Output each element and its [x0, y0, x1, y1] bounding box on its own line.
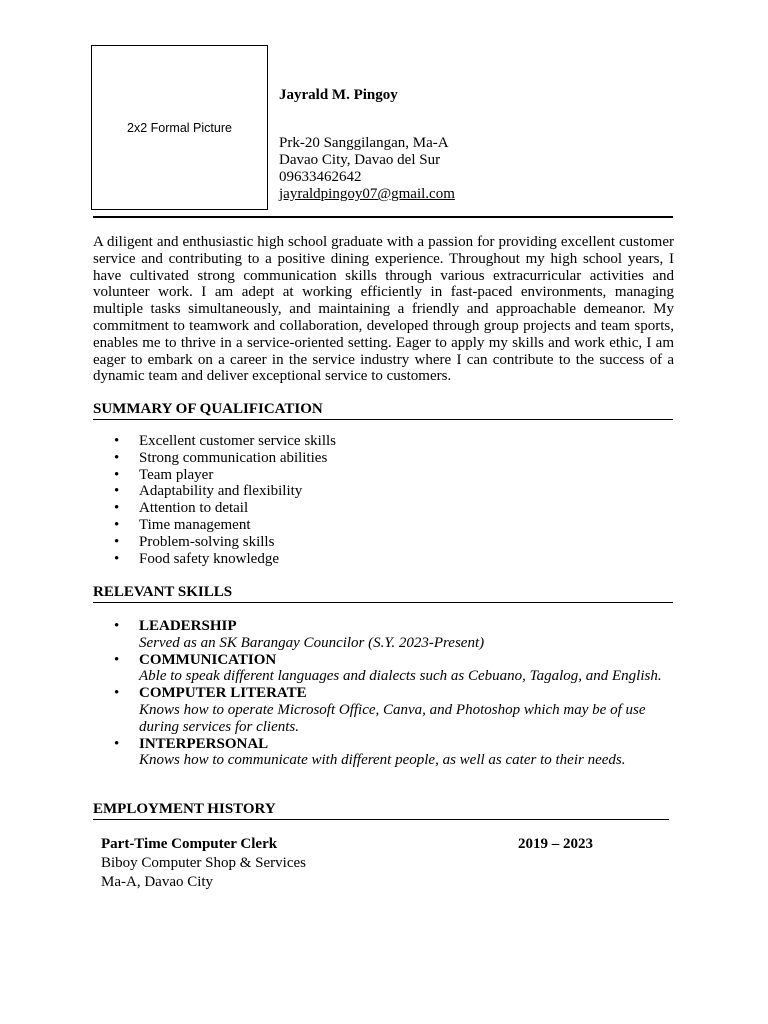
list-item: [93, 618, 674, 652]
photo-placeholder: [91, 45, 268, 210]
qualification-list: [93, 433, 336, 567]
list-item: [93, 551, 336, 568]
bullet-icon: •: [114, 651, 120, 668]
contact-block: [279, 135, 455, 203]
skill-title: COMMUNICATION: [139, 651, 277, 668]
skill-description: Served as an SK Barangay Councilor (S.Y. 2023-Present): [139, 634, 485, 651]
list-item: [93, 736, 674, 770]
bullet-icon: •: [114, 735, 120, 752]
list-item: [93, 450, 336, 467]
address-line-2: Davao City, Davao del Sur: [279, 152, 441, 168]
email-link[interactable]: jayraldpingoy07@gmail.com: [279, 186, 455, 202]
job-company: Biboy Computer Shop & Services: [101, 855, 306, 871]
objective-paragraph: A diligent and enthusiastic high school graduate with a passion for providing excellent customer service and contributing to a positive dining experience. Throughout my high school years, I have cultivated strong communication skills through various extracurricular activities and volunteer work. I am adept at working efficiently in fast-paced environments, managing multiple tasks simultaneously, and maintaining a friendly and approachable demeanor. My commitment to teamwork and collaboration, developed through group projects and team sports, enables me to thrive in a service-oriented setting. Eager to apply my skills and work ethic, I am eager to embark on a career in the service industry where I can contribute to the success of a dynamic team and deliver exceptional service to customers.: [93, 234, 674, 385]
skill-description: Knows how to communicate with different people, as well as cater to their needs.: [139, 752, 626, 769]
skills-list: [93, 618, 674, 769]
bullet-icon: •: [114, 483, 120, 500]
address-line-1: Prk-20 Sanggilangan, Ma-A: [279, 135, 449, 151]
qualification-text: Team player: [139, 466, 214, 483]
skill-title: INTERPERSONAL: [139, 735, 269, 752]
qualification-text: Food safety knowledge: [139, 550, 279, 567]
qualification-text: Time management: [139, 516, 251, 533]
list-item: [93, 517, 336, 534]
qualification-text: Problem-solving skills: [139, 533, 275, 550]
skill-description: Knows how to operate Microsoft Office, Canva, and Photoshop which may be of use during services for clients.: [139, 701, 646, 735]
applicant-name: Jayrald M. Pingoy: [279, 87, 398, 103]
qualification-heading: [93, 401, 673, 420]
bullet-icon: •: [114, 500, 120, 517]
list-item: [93, 467, 336, 484]
job-dates: 2019 – 2023: [518, 836, 593, 852]
job-title: Part-Time Computer Clerk: [101, 836, 278, 852]
bullet-icon: •: [114, 550, 120, 567]
bullet-icon: •: [114, 533, 120, 550]
header-divider: [93, 216, 673, 218]
phone-number: 09633462642: [279, 169, 362, 185]
employment-heading-text: EMPLOYMENT HISTORY: [93, 801, 276, 817]
bullet-icon: •: [114, 449, 120, 466]
skills-heading: [93, 584, 673, 603]
skill-description: Able to speak different languages and dialects such as Cebuano, Tagalog, and English.: [139, 668, 662, 685]
bullet-icon: •: [114, 433, 120, 449]
bullet-icon: •: [114, 685, 120, 702]
list-item: [93, 534, 336, 551]
qualification-text: Attention to detail: [139, 500, 249, 517]
list-item: [93, 483, 336, 500]
job-location: Ma-A, Davao City: [101, 874, 214, 890]
qualification-heading-text: SUMMARY OF QUALIFICATION: [93, 401, 323, 417]
qualification-text: Excellent customer service skills: [139, 433, 337, 449]
skill-title: COMPUTER LITERATE: [139, 685, 307, 702]
bullet-icon: •: [114, 516, 120, 533]
qualification-text: Adaptability and flexibility: [139, 483, 303, 500]
employment-heading: [93, 801, 669, 820]
photo-placeholder-label: 2x2 Formal Picture: [127, 120, 232, 135]
qualification-text: Strong communication abilities: [139, 449, 328, 466]
list-item: [93, 500, 336, 517]
list-item: [93, 685, 674, 735]
bullet-icon: •: [114, 466, 120, 483]
skills-heading-text: RELEVANT SKILLS: [93, 584, 233, 600]
bullet-icon: •: [114, 618, 120, 634]
list-item: [93, 652, 674, 686]
list-item: [93, 433, 336, 450]
skill-title: LEADERSHIP: [139, 618, 237, 634]
